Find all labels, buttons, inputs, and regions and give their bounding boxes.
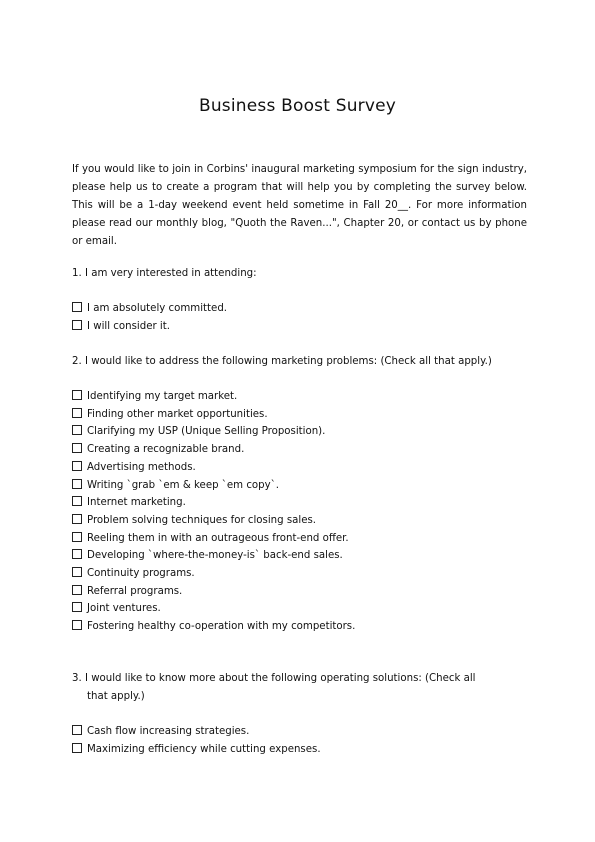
checkbox-icon[interactable] — [72, 479, 82, 489]
question-2: 2. I would like to address the following marketing problems: (Check all that apply.) — [72, 356, 492, 367]
checkbox-label: Advertising methods. — [87, 461, 196, 473]
checkbox-icon[interactable] — [72, 532, 82, 542]
intro-paragraph: If you would like to join in Corbins' inaugural marketing symposium for the sign industry, please help us to create a program that will help you by completing the survey below. This will be a 1-day weekend event held sometime in Fall 20__. For more information please read our monthly blog, "Quoth the Raven...", Chapter 20, or contact us by phone or email. — [72, 164, 527, 247]
checkbox-option[interactable] — [72, 318, 527, 336]
checkbox-option[interactable] — [72, 530, 527, 548]
checkbox-label: Reeling them in with an outrageous front-end offer. — [87, 532, 349, 544]
checkbox-label: Internet marketing. — [87, 497, 186, 509]
checkbox-label: Clarifying my USP (Unique Selling Proposition). — [87, 426, 326, 438]
checkbox-icon[interactable] — [72, 390, 82, 400]
checkbox-option[interactable] — [72, 423, 527, 441]
checkbox-icon[interactable] — [72, 567, 82, 577]
checkbox-label: I am absolutely committed. — [87, 303, 228, 314]
checkbox-label: Continuity programs. — [87, 568, 195, 580]
checkbox-icon[interactable] — [72, 302, 82, 312]
checkbox-label: Creating a recognizable brand. — [87, 444, 245, 456]
checkbox-icon[interactable] — [72, 320, 82, 330]
checkbox-label: Writing `grab `em & keep `em copy`. — [87, 479, 279, 491]
checkbox-option[interactable] — [72, 512, 527, 530]
checkbox-label: I will consider it. — [87, 320, 170, 332]
checkbox-label: Finding other market opportunities. — [87, 408, 268, 420]
question-1: 1. I am very interested in attending: — [72, 268, 257, 279]
checkbox-option[interactable] — [72, 441, 527, 459]
checkbox-icon[interactable] — [72, 602, 82, 612]
checkbox-icon[interactable] — [72, 585, 82, 595]
checkbox-option[interactable] — [72, 583, 527, 601]
checkbox-icon[interactable] — [72, 743, 82, 753]
checkbox-option[interactable] — [72, 300, 527, 318]
checkbox-option[interactable] — [72, 565, 527, 583]
question-3-line-2: that apply.) — [87, 691, 145, 702]
checkbox-option[interactable] — [72, 741, 527, 759]
checkbox-icon[interactable] — [72, 496, 82, 506]
checkbox-option[interactable] — [72, 459, 527, 477]
checkbox-option[interactable] — [72, 723, 527, 741]
checkbox-option[interactable] — [72, 547, 527, 565]
checkbox-icon[interactable] — [72, 620, 82, 630]
checkbox-label: Joint ventures. — [87, 603, 161, 615]
question-3-line-1: 3. I would like to know more about the following operating solutions: (Check all — [72, 673, 476, 684]
page-title: Business Boost Survey — [198, 96, 397, 116]
checkbox-icon[interactable] — [72, 549, 82, 559]
question-3-options — [72, 723, 527, 758]
checkbox-option[interactable] — [72, 494, 527, 512]
checkbox-icon[interactable] — [72, 461, 82, 471]
checkbox-icon[interactable] — [72, 514, 82, 524]
checkbox-icon[interactable] — [72, 408, 82, 418]
checkbox-option[interactable] — [72, 477, 527, 495]
checkbox-label: Referral programs. — [87, 585, 183, 597]
checkbox-option[interactable] — [72, 388, 527, 406]
checkbox-label: Fostering healthy co-operation with my competitors. — [87, 621, 356, 633]
checkbox-label: Maximizing efficiency while cutting expenses. — [87, 743, 321, 755]
question-2-options — [72, 388, 527, 636]
checkbox-label: Problem solving techniques for closing sales. — [87, 514, 317, 526]
question-1-options — [72, 300, 527, 335]
checkbox-label: Identifying my target market. — [87, 391, 238, 402]
checkbox-option[interactable] — [72, 406, 527, 424]
checkbox-option[interactable] — [72, 618, 527, 636]
checkbox-label: Cash flow increasing strategies. — [87, 726, 250, 737]
question-3 — [72, 670, 527, 706]
checkbox-icon[interactable] — [72, 725, 82, 735]
checkbox-label: Developing `where-the-money-is` back-end sales. — [87, 550, 343, 562]
checkbox-option[interactable] — [72, 600, 527, 618]
checkbox-icon[interactable] — [72, 425, 82, 435]
checkbox-icon[interactable] — [72, 443, 82, 453]
